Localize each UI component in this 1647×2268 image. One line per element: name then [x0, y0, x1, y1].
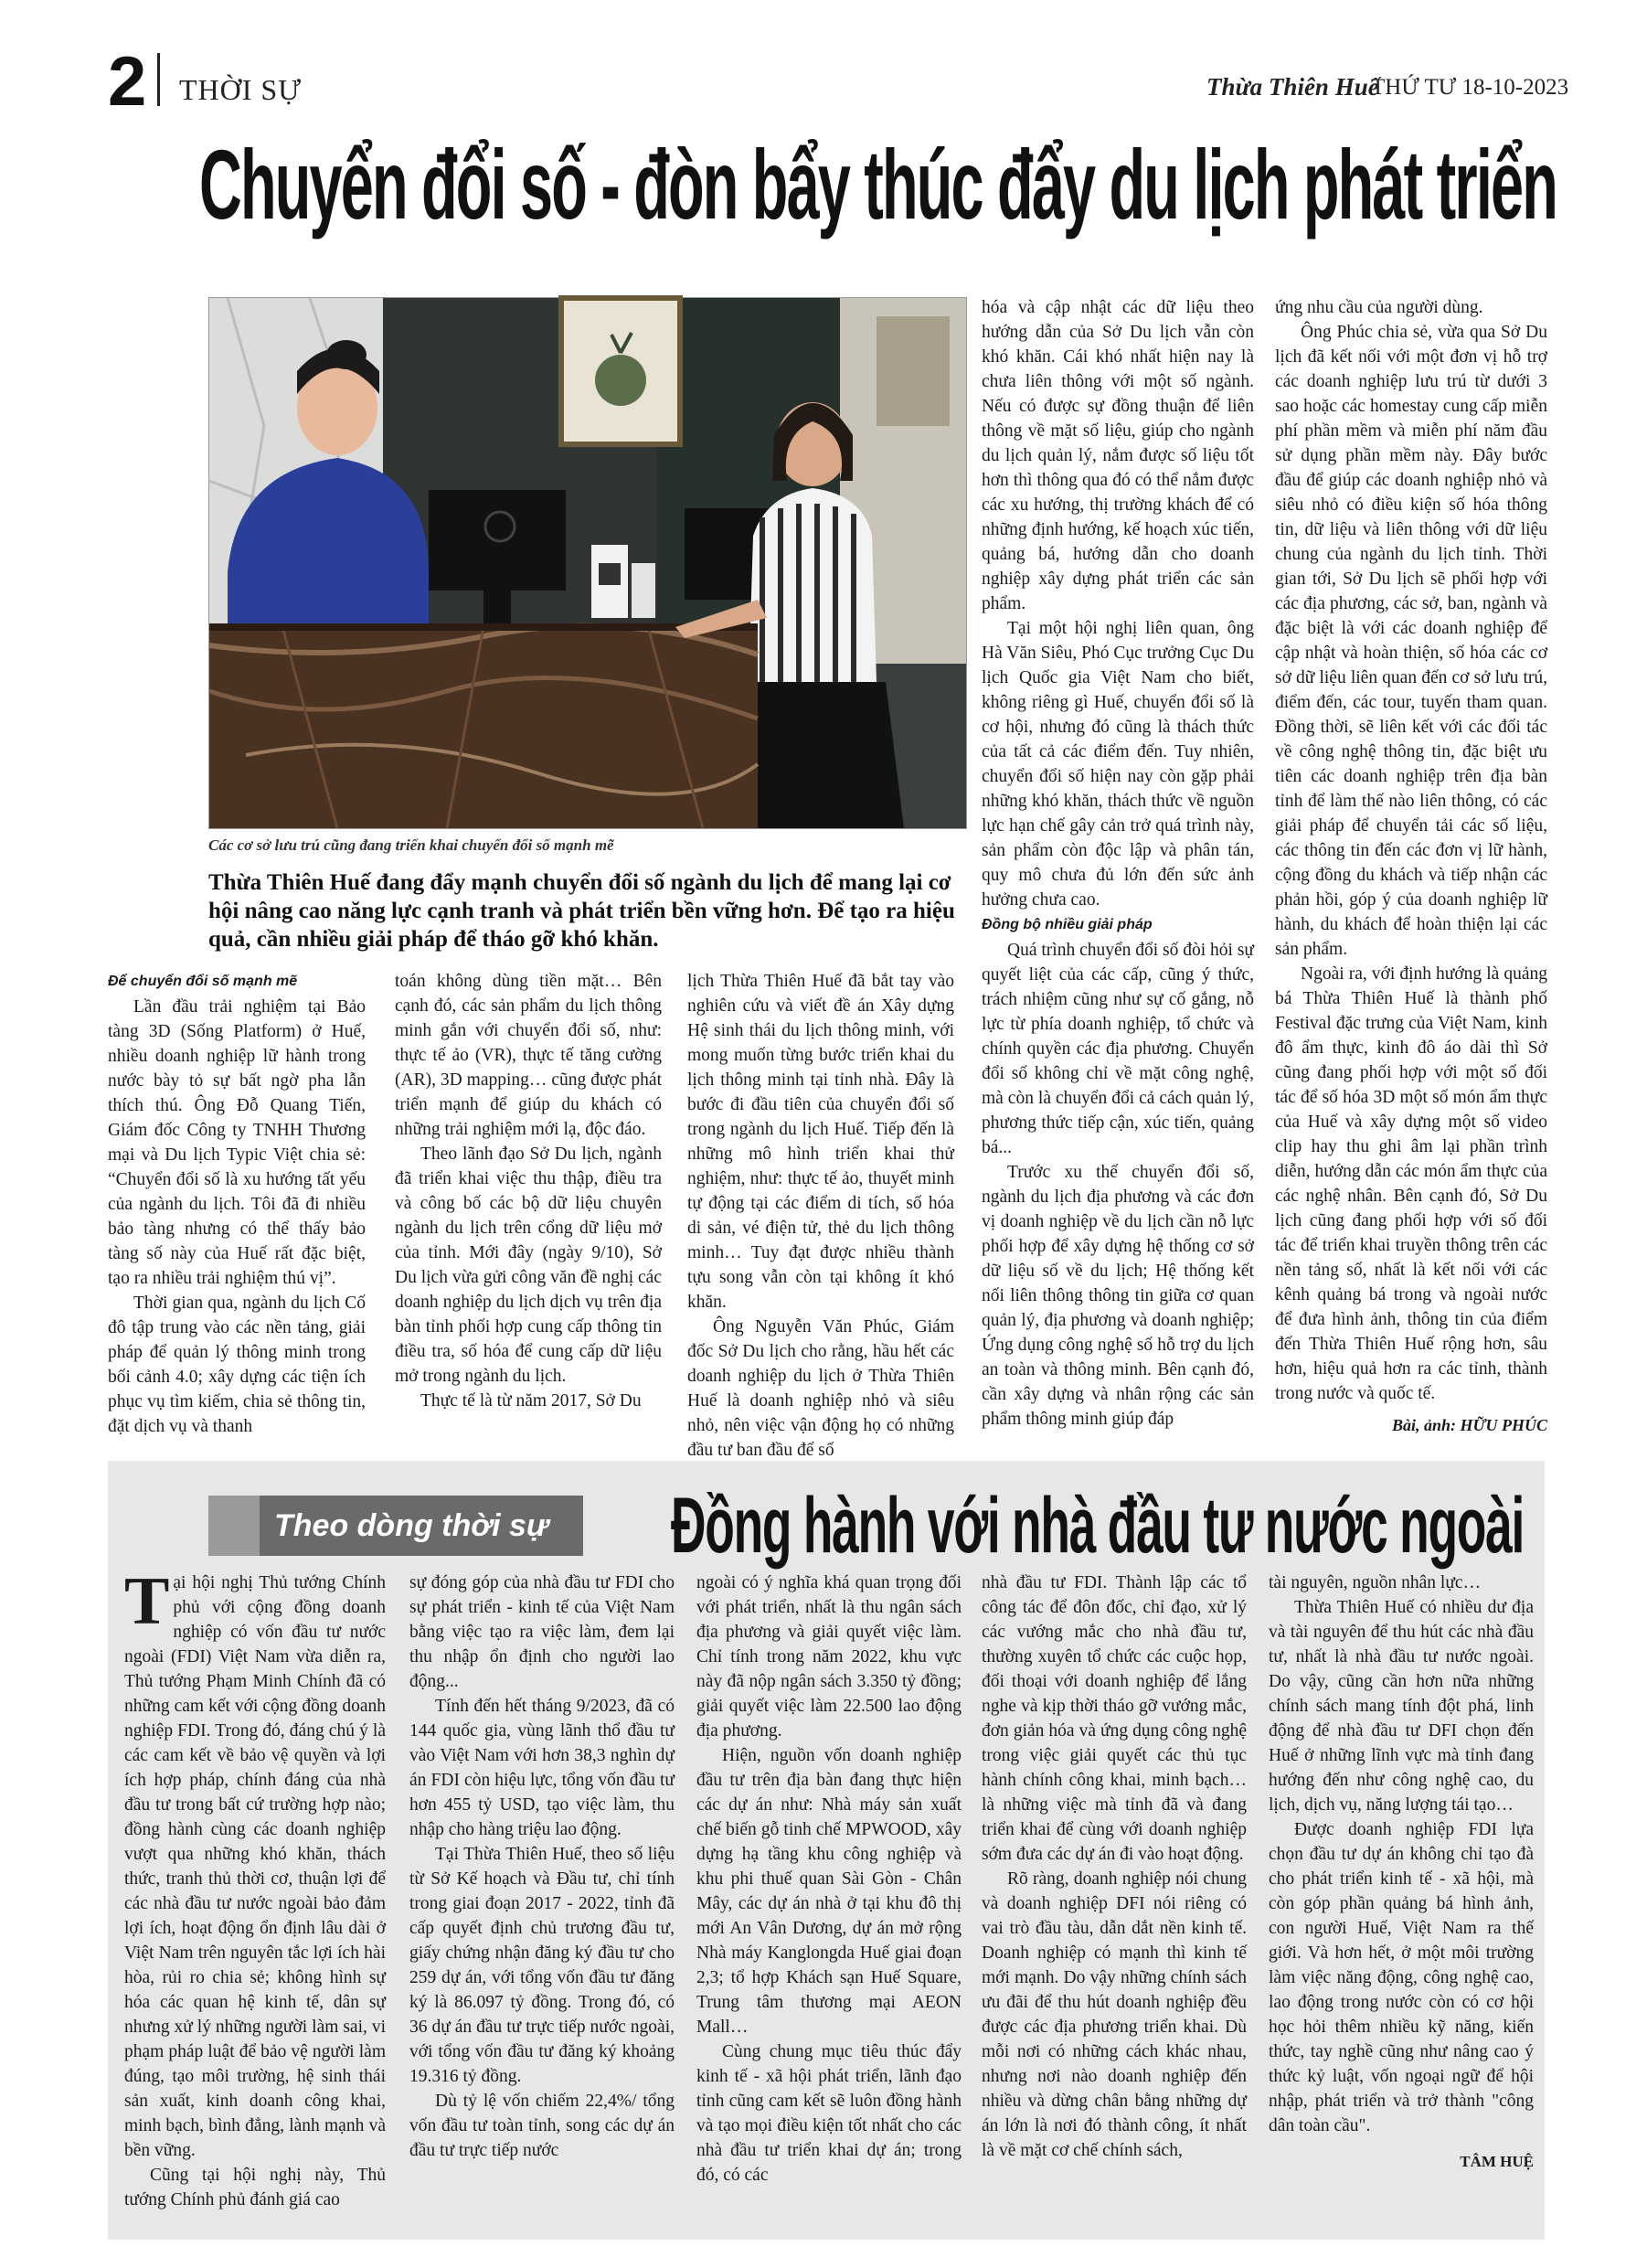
paragraph: Lần đầu trải nghiệm tại Bảo tàng 3D (Sống Platform) ở Huế, nhiều doanh nghiệp lữ hành trong nước bày tỏ sự bất ngờ pha lẫn thích thú. Ông Đỗ Quang Tiến, Giám đốc Công ty TNHH Thương mại và Du lịch Typic Việt chia sẻ: “Chuyển đổi số là xu hướng tất yếu của ngành du lịch. Tôi đã đi nhiều bảo tàng nhưng có thể thấy bảo tàng số này của Huế rất đặc biệt, tạo ra nhiều trải nghiệm thú vị”.	[108, 997, 366, 1288]
paragraph: Trước xu thế chuyển đổi số, ngành du lịch địa phương và các đơn vị doanh nghiệp về du lịch cần nỗ lực phối hợp để xây dựng hệ thống cơ sở dữ liệu số về du lịch; Hệ thống kết nối liên thông thông tin giữa cơ quan quản lý, địa phương và doanh nghiệp; Ứng dụng công nghệ số hỗ trợ du lịch an toàn và thông minh. Bên cạnh đó, cần xây dựng và nhân rộng các sản phẩm thông minh giúp đáp	[982, 1163, 1254, 1429]
paragraph: ứng nhu cầu của người dùng.	[1275, 298, 1483, 317]
article-title: Chuyển đổi số - đòn bẩy thúc đẩy du lịch phát triển	[199, 129, 1557, 240]
paragraph: nhà đầu tư FDI. Thành lập các tổ công tác để đôn đốc, chỉ đạo, xử lý các vướng mắc cho nhà đầu tư, thường xuyên tổ chức các cuộc họp, đối thoại với doanh nghiệp để lắng nghe và kịp thời tháo gỡ vướng mắc, đơn giản hóa và ứng dụng công nghệ trong việc giải quyết các thủ tục hành chính công khai, minh bạch… là những việc mà tỉnh đã và đang triển khai để cùng với doanh nghiệp sớm đưa các dự án đi vào hoạt động.	[982, 1573, 1247, 1864]
article-column-5	[1275, 295, 1547, 1444]
paragraph: Cũng tại hội nghị này, Thủ tướng Chính phủ đánh giá cao	[124, 2166, 386, 2209]
publication-name: Thừa Thiên Huế	[1206, 73, 1379, 101]
commentary-column-1	[124, 1564, 386, 2221]
article-column-4	[982, 295, 1254, 1444]
paragraph: Được doanh nghiệp FDI lựa chọn đầu tư dự án không chỉ tạo đà cho phát triển kinh tế - xã hội, mà còn góp phần quảng bá hình ảnh, con người Huế, Việt Nam ra thế giới. Và hơn hết, ở một môi trường làm việc năng động, công nghệ cao, lao động trong nước còn có cơ hội học hỏi thêm nhiều kỹ năng, kiến thức, tay nghề cũng như nâng cao ý thức kỷ luật, vốn ngoại ngữ để hội nhập, phát triển và trở thành "công dân toàn cầu".	[1269, 1820, 1534, 2135]
article-column-3	[687, 969, 954, 1460]
commentary-column-4	[982, 1571, 1247, 2221]
paragraph: toán không dùng tiền mặt… Bên cạnh đó, các sản phẩm du lịch thông minh gắn với chuyển đổi số, như: thực tế ảo (VR), thực tế tăng cường (AR), 3D mapping… cũng được phát triển mạnh để giúp du khách có những trải nghiệm mới lạ, độc đáo.	[395, 972, 662, 1139]
paragraph: Rõ ràng, doanh nghiệp nói chung và doanh nghiệp DFI nói riêng có vai trò đầu tàu, dẫn dắt nền kinh tế. Doanh nghiệp có mạnh thì kinh tế mới mạnh. Do vậy những chính sách ưu đãi để thu hút doanh nghiệp đều được các địa phương triển khai. Dù mỗi nơi có những cách khác nhau, nhưng nơi nào doanh nghiệp đến nhiều và dừng chân bằng những dự án lớn là nơi đó thành công, ít nhất là về mặt cơ chế chính sách,	[982, 1869, 1247, 2160]
byline: Bài, ảnh: HỮU PHÚC	[1392, 1416, 1547, 1434]
paragraph: Ngoài ra, với định hướng là quảng bá Thừa Thiên Huế là thành phố Festival đặc trưng của Việt Nam, kinh đô ẩm thực, kinh đô áo dài thì Sở cũng đang phối hợp với một số đối tác để số hóa 3D một số món ẩm thực của Huế và xây dựng một số video clip hay thu ghi âm lại phần trình diễn, hướng dẫn các món ẩm thực của các nghệ nhân. Bên cạnh đó, Sở Du lịch cũng đang phối hợp với số đối tác để triển khai truyền thông trên các nền tảng số, nhất là kết nối với các kênh quảng bá trong và ngoài nước để đưa hình ảnh, thông tin của điểm đến Thừa Thiên Huế rộng hơn, sâu hơn, hiệu quả hơn ra các tỉnh, thành trong nước và quốc tế.	[1275, 964, 1547, 1403]
paragraph: Cùng chung mục tiêu thúc đẩy kinh tế - xã hội phát triển, lãnh đạo tỉnh cũng cam kết sẽ luôn đồng hành và tạo mọi điều kiện tốt nhất cho các nhà đầu tư triển khai dự án; trong đó, có các	[696, 2042, 962, 2185]
paragraph: Hiện, nguồn vốn doanh nghiệp đầu tư trên địa bàn đang thực hiện các dự án như: Nhà máy sản xuất chế biến gỗ tinh chế MPWOOD, xây dựng hạ tầng khu công nghiệp và khu phi thuế quan Sài Gòn - Chân Mây, các dự án nhà ở tại khu đô thị mới An Vân Dương, dự án mở rộng Nhà máy Kanglongda Huế giai đoạn 2,3; tổ hợp Khách sạn Huế Square, Trung tâm thương mại AEON Mall…	[696, 1746, 962, 2037]
issue-date: THỨ TƯ 18-10-2023	[1371, 75, 1569, 100]
byline: TÂM HUỆ	[1460, 2153, 1534, 2170]
paragraph: sự đóng góp của nhà đầu tư FDI cho sự phát triển - kinh tế của Việt Nam bằng việc tạo ra việc làm, đem lại thu nhập ổn định cho người lao động...	[409, 1573, 675, 1691]
paragraph: ngoài có ý nghĩa khá quan trọng đối với phát triển, nhất là thu ngân sách địa phương và giải quyết việc làm. Chỉ tính trong năm 2022, khu vực này đã nộp ngân sách 3.350 tỷ đồng; giải quyết việc làm 22.500 lao động địa phương.	[696, 1573, 962, 1741]
header-divider	[157, 53, 160, 106]
commentary-column-2	[409, 1571, 675, 2221]
section-name: THỜI SỰ	[179, 73, 303, 106]
column-tag: Theo dòng thời sự	[274, 1508, 549, 1543]
commentary-column-3	[696, 1571, 962, 2221]
paragraph: Thực tế là từ năm 2017, Sở Du	[420, 1391, 642, 1411]
paragraph: Theo lãnh đạo Sở Du lịch, ngành đã triển khai việc thu thập, điều tra và công bố các bộ dữ liệu chuyên ngành du lịch trên cổng dữ liệu mở của tỉnh. Mới đây (ngày 9/10), Sở Du lịch vừa gửi công văn đề nghị các doanh nghiệp du lịch dịch vụ trên địa bàn tỉnh phối hợp cung cấp thông tin điều tra, số hóa để cung cấp dữ liệu mở trong ngành du lịch.	[395, 1145, 662, 1386]
column-tag-stripe	[208, 1496, 260, 1556]
commentary-column-5	[1269, 1571, 1534, 2221]
paragraph: Ông Phúc chia sẻ, vừa qua Sở Du lịch đã kết nối với một đơn vị hỗ trợ các doanh nghiệp lưu trú từ dưới 3 sao hoặc các homestay cung cấp miễn phí phần mềm và miễn phí năm đầu sử dụng phần mềm này. Đây bước đầu để giúp các doanh nghiệp nhỏ và siêu nhỏ có điều kiện số hóa thông tin, dữ liệu và liên thông với dữ liệu chung của ngành du lịch tỉnh. Thời gian tới, Sở Du lịch sẽ phối hợp với các địa phương, các sở, ban, ngành và đặc biệt là với các doanh nghiệp để cập nhật và hoàn thiện, số hóa các cơ sở dữ liệu liên quan đến cơ sở lưu trú, điểm đến, các tour, tuyến tham quan. Đồng thời, sẽ liên kết với các đối tác về công nghệ thông tin, đặc biệt ưu tiên các doanh nghiệp trên địa bàn tỉnh để làm thế nào liên thông, có các giải pháp để chuyển tải các số liệu, các thông tin đến các đơn vị lữ hành, cộng đồng du khách và tiếp nhận các phản hồi, góp ý của doanh nghiệp lữ hành, du khách để hoàn thiện lại các sản phẩm.	[1275, 323, 1547, 959]
photo-caption: Các cơ sở lưu trú cũng đang triển khai chuyển đổi số mạnh mẽ	[208, 836, 614, 854]
paragraph: Tính đến hết tháng 9/2023, đã có 144 quốc gia, vùng lãnh thổ đầu tư vào Việt Nam với hơn 38,3 nghìn dự án FDI còn hiệu lực, tổng vốn đầu tư hơn 455 tỷ USD, tạo việc làm, thu nhập cho hàng triệu lao động.	[409, 1697, 675, 1839]
article-photo	[208, 297, 967, 829]
paragraph: Quá trình chuyển đổi số đòi hỏi sự quyết liệt của các cấp, cũng ý thức, trách nhiệm cũng như sự cố gắng, nỗ lực từ phía doanh nghiệp, tổ chức và chính quyền các địa phương. Chuyển đổi số không chỉ về mặt công nghệ, mà còn là chuyển đổi cả cách quản lý, phương thức tiếp cận, xúc tiến, quảng bá...	[982, 941, 1255, 1157]
article-column-1	[108, 969, 366, 1444]
paragraph: Thừa Thiên Huế có nhiều dư địa và tài nguyên để thu hút các nhà đầu tư, nhất là nhà đầu tư nước ngoài. Do vậy, cũng cần hơn nữa những chính sách mang tính đột phá, linh động để nhà đầu tư DFI chọn đến Huế ở những lĩnh vực mà tỉnh đang hướng đến như công nghệ cao, du lịch, dịch vụ, năng lượng tái tạo…	[1269, 1598, 1534, 1815]
commentary-title: Đồng hành với nhà đầu tư nước ngoài	[671, 1482, 1525, 1570]
paragraph: hóa và cập nhật các dữ liệu theo hướng dẫn của Sở Du lịch vẫn còn khó khăn. Cái khó nhất hiện nay là chưa liên thông với một số ngành. Nếu có được sự đồng thuận để liên thông về mặt số liệu, giúp cho ngành du lịch quản lý, nắm được số liệu tốt hơn thì thông qua đó có thể nắm được các xu hướng, thị trường khách để có những định hướng, kế hoạch xúc tiến, quảng bá, hướng dẫn cho doanh nghiệp xây dựng phát triển các sản phẩm.	[982, 298, 1254, 613]
article-column-2	[395, 969, 662, 1444]
page-number: 2	[108, 43, 147, 121]
paragraph: Tại hội nghị Thủ tướng Chính phủ với cộng đồng doanh nghiệp có vốn đầu tư nước ngoài (FDI) Việt Nam vừa diễn ra, Thủ tướng Phạm Minh Chính đã có những cam kết với cộng đồng doanh nghiệp FDI. Trong đó, đáng chú ý là các cam kết về bảo vệ quyền và lợi ích hợp pháp, chính đáng của nhà đầu tư trong bất cứ trường hợp nào; đồng hành cùng các doanh nghiệp vượt qua những khó khăn, thách thức, tranh thủ thời cơ, thuận lợi để các nhà đầu tư nước ngoài bảo đảm lợi ích, hoạt động ổn định lâu dài ở Việt Nam trên nguyên tắc lợi ích hài hòa, rủi ro chia sẻ; không hình sự hóa các quan hệ kinh tế, dân sự nhưng xử lý những người làm sai, vi phạm pháp luật để bảo vệ người làm đúng, tạo môi trường, hệ sinh thái sản xuất, kinh doanh công khai, minh bạch, bình đẳng, lành mạnh và bền vững.	[124, 1564, 386, 2160]
paragraph: Ông Nguyễn Văn Phúc, Giám đốc Sở Du lịch cho rằng, hầu hết các doanh nghiệp du lịch ở Thừa Thiên Huế là doanh nghiệp nhỏ và siêu nhỏ, nên việc vận động họ có những đầu tư ban đầu để số	[687, 1317, 954, 1460]
paragraph: Dù tỷ lệ vốn chiếm 22,4%/ tổng vốn đầu tư toàn tỉnh, song các dự án đầu tư trực tiếp nước	[409, 2092, 675, 2160]
subheading: Để chuyển đổi số mạnh mẽ	[108, 974, 298, 989]
paragraph: Thời gian qua, ngành du lịch Cố đô tập trung vào các nền tảng, giải pháp để quản lý thông minh trong bối cảnh 4.0; xây dựng các tiện ích phục vụ tìm kiếm, chia sẻ thông tin, đặt dịch vụ và thanh	[108, 1294, 366, 1436]
paragraph: Tại Thừa Thiên Huế, theo số liệu từ Sở Kế hoạch và Đầu tư, chỉ tính trong giai đoạn 2017 - 2022, tỉnh đã cấp quyết định chủ trương đầu tư, giấy chứng nhận đăng ký đầu tư cho 259 dự án, với tổng vốn đầu tư đăng ký là 86.097 tỷ đồng. Trong đó, có 36 dự án đầu tư trực tiếp nước ngoài, với tổng vốn đầu tư đăng ký khoảng 19.316 tỷ đồng.	[409, 1845, 675, 2086]
paragraph: lịch Thừa Thiên Huế đã bắt tay vào nghiên cứu và viết đề án Xây dựng Hệ sinh thái du lịch thông minh, với mong muốn từng bước triển khai du lịch thông minh tại tỉnh nhà. Đây là bước đi đầu tiên của chuyển đổi số trong ngành du lịch Huế. Tiếp đến là những mô hình triển khai thử nghiệm, như: thực tế ảo, thuyết minh tự động tại các điểm di tích, số hóa di sản, vé điện tử, thẻ du lịch thông minh… Tuy đạt được nhiều thành tựu song vẫn còn tại không ít khó khăn.	[687, 972, 954, 1312]
paragraph: Tại một hội nghị liên quan, ông Hà Văn Siêu, Phó Cục trưởng Cục Du lịch Quốc gia Việt Nam cho biết, không riêng gì Huế, chuyển đổi số là cơ hội, nhưng đó cũng là thách thức của tất cả các điểm đến. Tuy nhiên, chuyển đổi số hiện nay còn gặp phải những khó khăn, thách thức về nguồn lực hạn chế gây cản trở quá trình này, sản phẩm còn độc lập và phân tán, quy mô chưa đủ lớn đến sức ảnh hưởng chưa cao.	[982, 619, 1254, 910]
subheading: Đồng bộ nhiều giải pháp	[982, 917, 1153, 932]
article-lead: Thừa Thiên Huế đang đẩy mạnh chuyển đổi số ngành du lịch để mang lại cơ hội nâng cao năng lực cạnh tranh và phát triển bền vững hơn. Để tạo ra hiệu quả, cần nhiều giải pháp để tháo gỡ khó khăn.	[208, 870, 955, 952]
paragraph: tài nguyên, nguồn nhân lực…	[1269, 1573, 1482, 1592]
drop-cap: T	[124, 1564, 170, 1639]
